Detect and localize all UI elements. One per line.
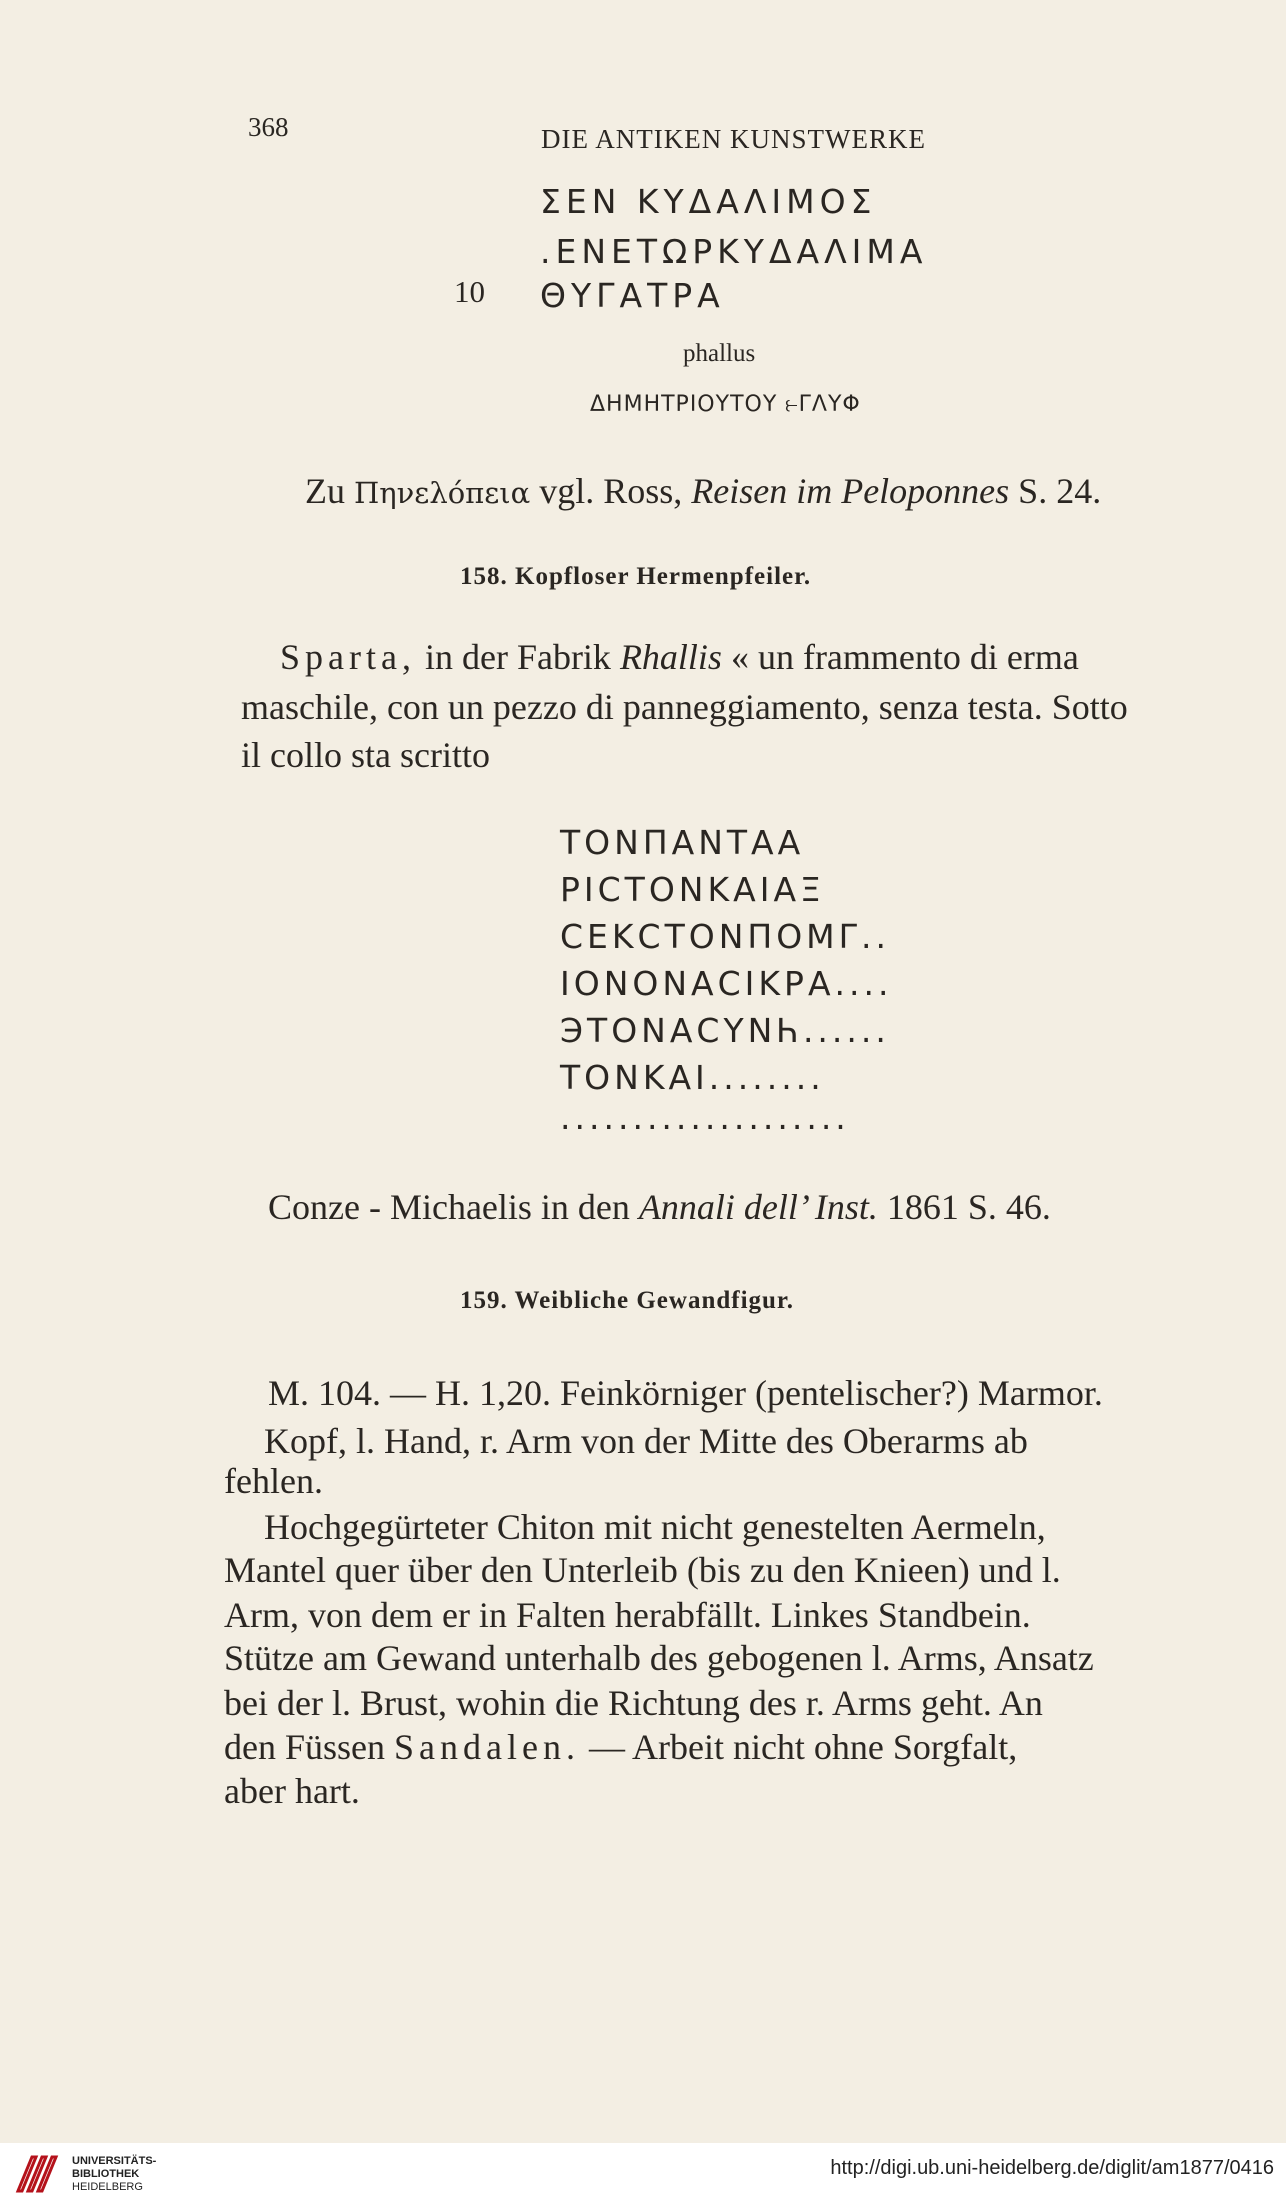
heading-159: 159. Weibliche Gewandfigur.: [460, 1287, 794, 1314]
paragraph-159-line-7: Stütze am Gewand unterhalb des gebogenen l. Arms, Ansatz: [224, 1638, 1094, 1678]
library-name: UNIVERSITÄTS- BIBLIOTHEK HEIDELBERG: [72, 2155, 157, 2193]
paragraph-159-line-4: Hochgegürteter Chiton mit nicht genestelten Aermeln,: [264, 1507, 1046, 1547]
greek-inscription-line-3: ΘΥΓΑΤΡΑ: [540, 276, 725, 315]
paragraph-159-line-5: Mantel quer über den Unterleib (bis zu den Knieen) und l.: [224, 1550, 1061, 1590]
inscription-line-4: ΙΟΝΟΝΑϹΙΚΡΑ....: [560, 964, 893, 1003]
page-number: 368: [248, 112, 289, 142]
inscription-line-2: ΡΙϹΤΟΝΚΑΙΑΞ: [560, 870, 825, 909]
paragraph-159-line-3: fehlen.: [224, 1461, 323, 1501]
paragraph-159-line-9: den Füssen Sandalen. — Arbeit nicht ohne Sorgfalt,: [224, 1727, 1018, 1767]
greek-inscription-line-2: .ΕΝΕΤΩΡΚΥΔΑΛΙΜΑ: [540, 232, 928, 271]
reference-ross: Zu Πηνελόπεια vgl. Ross, Reisen im Peloponnes S. 24.: [305, 471, 1102, 511]
phallus-label: phallus: [683, 340, 756, 367]
book-title: Reisen im Peloponnes: [691, 471, 1010, 511]
heading-158: 158. Kopfloser Hermenpfeiler.: [460, 563, 812, 590]
paragraph-158-line-3: il collo sta scritto: [241, 735, 490, 775]
paragraph-159-line-8: bei der l. Brust, wohin die Richtung des r. Arms geht. An: [224, 1683, 1043, 1723]
greek-inscription-line-1: ΣΕΝ ΚΥΔΑΛΙΜΟΣ: [540, 182, 877, 221]
place-name: Sparta,: [280, 637, 416, 677]
inscription-line-7: ....................: [560, 1098, 850, 1137]
sandalen-word: Sandalen.: [394, 1727, 580, 1767]
paragraph-158-line-2: maschile, con un pezzo di panneggiamento, senza testa. Sotto: [241, 687, 1128, 727]
citation-conze-michaelis: Conze - Michaelis in den Annali dell’ Inst. 1861 S. 46.: [268, 1187, 1051, 1227]
paragraph-158-line-1: Sparta, in der Fabrik Rhallis « un frammento di erma: [280, 637, 1079, 677]
inscription-line-5: ЭΤΟΝΑϹΥΝҺ......: [560, 1011, 890, 1050]
footer-bar: [0, 2143, 1286, 2204]
inscription-line-1: ΤΟΝΠΑΝΤΑΑ: [560, 823, 805, 862]
sculptor-signature: ΔΗΜΗΤΡΙΟΥΤΟΥ ⥼ΓΛΥΦ: [590, 392, 861, 417]
paragraph-159-line-10: aber hart.: [224, 1771, 360, 1811]
university-library-logo-icon: [14, 2151, 60, 2197]
inscription-line-6: ΤΟΝΚΑΙ........: [560, 1058, 825, 1097]
paragraph-159-line-1: M. 104. — H. 1,20. Feinkörniger (pentelischer?) Marmor.: [268, 1373, 1103, 1413]
paragraph-159-line-2: Kopf, l. Hand, r. Arm von der Mitte des Oberarms ab: [264, 1421, 1028, 1461]
running-title: DIE ANTIKEN KUNSTWERKE: [541, 124, 926, 154]
inscription-line-number: 10: [454, 274, 485, 309]
greek-word: Πηνελόπεια: [354, 476, 531, 510]
paragraph-159-line-6: Arm, von dem er in Falten herabfällt. Linkes Standbein.: [224, 1595, 1031, 1635]
source-url-link[interactable]: http://digi.ub.uni-heidelberg.de/diglit/am1877/0416: [830, 2157, 1274, 2179]
inscription-line-3: ϹΕΚϹΤΟΝΠΟΜΓ..: [560, 917, 891, 956]
